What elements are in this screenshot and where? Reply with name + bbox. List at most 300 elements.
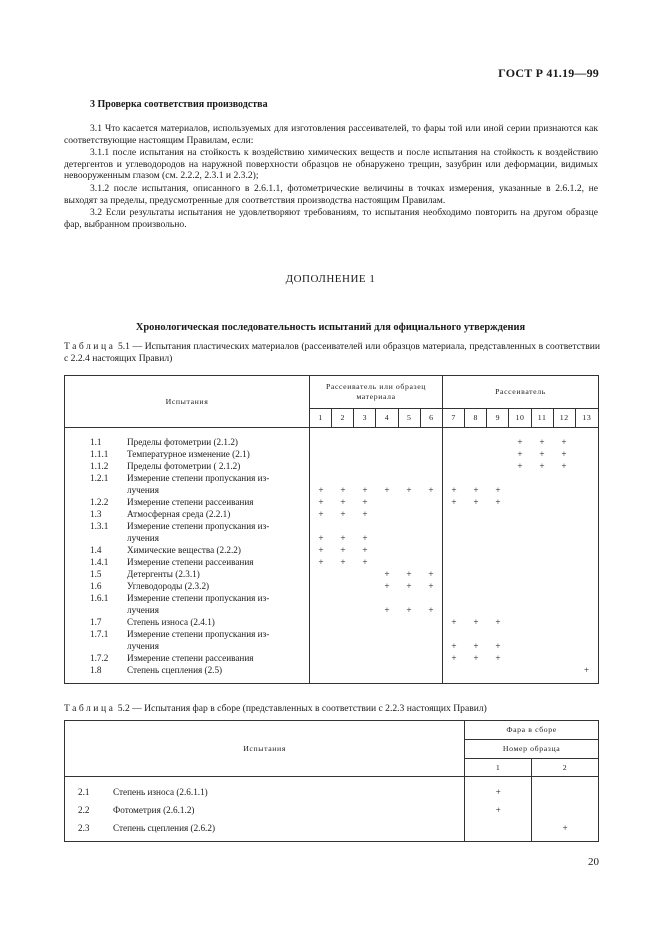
table1-mark — [575, 616, 598, 628]
table2-row-number: 2.3 — [78, 823, 90, 833]
page-number: 20 — [588, 856, 599, 868]
table1-mark — [332, 568, 354, 580]
table-5-1 — [64, 375, 599, 684]
table1-row-number: 1.3 — [90, 509, 102, 519]
table2-col1-body — [465, 777, 532, 842]
table1-mark — [376, 520, 398, 532]
table1-row-label: лучения — [127, 485, 159, 495]
table1-mark: + — [428, 581, 434, 591]
table1-mark — [487, 472, 509, 484]
table1-mark — [354, 460, 376, 472]
section-title: 3 Проверка соответствия производства — [90, 99, 268, 110]
table1-mark — [443, 604, 465, 616]
table2-row-number: 2.2 — [78, 805, 90, 815]
table2-mark — [532, 783, 598, 801]
table1-mark — [575, 604, 598, 616]
table1-mark — [487, 664, 509, 676]
table1-column-number: 6 — [420, 409, 442, 428]
table1-mark — [420, 652, 442, 664]
table1-marks-column — [420, 436, 442, 676]
chrono-title: Хронологическая последовательность испытаний для официального утверждения — [135, 322, 526, 333]
table1-mark — [398, 460, 420, 472]
table1-mark — [531, 484, 553, 496]
table1-mark — [420, 508, 442, 520]
table1-mark: + — [583, 665, 590, 675]
table2-header-sub: Номер образца — [465, 740, 599, 759]
table1-mark — [332, 520, 354, 532]
table1-mark: + — [362, 557, 368, 567]
table1-mark — [553, 580, 575, 592]
table1-mark — [332, 448, 354, 460]
table1-mark: + — [451, 497, 457, 507]
table1-mark — [487, 508, 509, 520]
table1-mark: + — [362, 533, 368, 543]
table1-mark — [332, 472, 354, 484]
table1-mark — [354, 628, 376, 640]
table1-row-number: 1.5 — [90, 569, 102, 579]
table1-mark: + — [473, 497, 479, 507]
paragraph-3-1: 3.1 Что касается материалов, используемых для изготовления рассеивателей, то фары той или иной серии признаются как соответствующие настоящим Правилам, если: — [64, 123, 598, 146]
table1-marks-column — [398, 436, 420, 676]
table1-header-tests: Испытания — [65, 376, 310, 428]
table1-column-number: 5 — [398, 409, 420, 428]
table2-row — [65, 783, 464, 801]
table1-mark — [310, 460, 332, 472]
table1-mark — [420, 592, 442, 604]
table1-mark — [354, 664, 376, 676]
table1-mark — [509, 616, 531, 628]
table1-row-label: лучения — [127, 641, 159, 651]
table1-mark — [465, 664, 487, 676]
table1-mark — [575, 520, 598, 532]
table1-mark — [509, 580, 531, 592]
table1-mark — [509, 484, 531, 496]
table1-mark — [509, 520, 531, 532]
table1-mark: + — [318, 557, 324, 567]
table1-mark — [487, 592, 509, 604]
table1-marks-column — [487, 436, 509, 676]
table1-mark: + — [340, 533, 346, 543]
table1-row — [65, 544, 309, 556]
table1-mark — [465, 568, 487, 580]
document-code: ГОСТ Р 41.19—99 — [498, 66, 599, 80]
table1-row — [65, 628, 309, 640]
table1-mark — [376, 556, 398, 568]
table1-mark — [487, 556, 509, 568]
table1-column-number: 13 — [575, 409, 598, 428]
table1-mark — [376, 508, 398, 520]
table1-mark — [575, 544, 598, 556]
table1-mark — [553, 568, 575, 580]
table1-mark — [332, 652, 354, 664]
table1-row — [65, 448, 309, 460]
table1-mark — [398, 616, 420, 628]
table1-row-label: лучения — [127, 533, 159, 543]
table1-mark — [531, 616, 553, 628]
table1-mark — [332, 616, 354, 628]
table1-column-number: 8 — [465, 409, 487, 428]
table1-mark — [575, 640, 598, 652]
table2-mark: + — [562, 823, 568, 833]
table1-mark — [420, 664, 442, 676]
table-5-2 — [64, 720, 599, 842]
table1-mark: + — [495, 641, 501, 651]
table1-mark: + — [561, 461, 567, 471]
table1-mark: + — [517, 461, 523, 471]
table1-mark: + — [451, 485, 457, 495]
table1-mark — [509, 664, 531, 676]
table1-mark: + — [495, 497, 501, 507]
table1-row-number: 1.2.2 — [90, 497, 109, 507]
table1-caption — [64, 341, 600, 364]
table1-row-label: Измерение степени пропускания из- — [127, 629, 270, 639]
table1-mark: + — [539, 449, 545, 459]
paragraph-3-1-2: 3.1.2 после испытания, описанного в 2.6.1.1, фотометрические величины в точках измерения, указанные в 2.6.1.2, не выходят за пределы, предусмотренные для соответствия производства настоящим Правилам. — [64, 183, 598, 206]
table1-mark: + — [340, 485, 346, 495]
table1-mark: + — [473, 641, 479, 651]
table2-mark: + — [495, 787, 501, 797]
table1-mark — [575, 532, 598, 544]
table1-mark — [531, 496, 553, 508]
table1-mark: + — [451, 653, 457, 663]
table1-labels-column — [65, 428, 310, 684]
table1-mark: + — [406, 605, 412, 615]
table1-column-number: 1 — [310, 409, 332, 428]
table1-mark — [354, 472, 376, 484]
table1-mark — [553, 592, 575, 604]
table1-mark: + — [340, 497, 346, 507]
table1-mark — [531, 628, 553, 640]
table1-mark — [509, 640, 531, 652]
table2-caption-label: Таблица — [64, 703, 116, 714]
table2-col2-body — [532, 777, 599, 842]
table1-mark — [443, 592, 465, 604]
table1-mark: + — [495, 653, 501, 663]
table1-row — [65, 472, 309, 484]
table1-mark — [509, 652, 531, 664]
table1-mark — [376, 640, 398, 652]
table1-mark — [420, 520, 442, 532]
table2-labels-column — [65, 777, 465, 842]
table1-mark — [465, 520, 487, 532]
table1-caption-label: Таблица — [64, 341, 116, 352]
table1-mark — [420, 556, 442, 568]
table1-row — [65, 484, 309, 496]
table1-mark — [531, 532, 553, 544]
table1-row-label: Детергенты (2.3.1) — [127, 569, 200, 579]
table1-mark — [553, 544, 575, 556]
table1-row-label: Атмосферная среда (2.2.1) — [127, 509, 231, 519]
table1-mark — [354, 652, 376, 664]
table1-mark — [487, 568, 509, 580]
table2-header-tests: Испытания — [65, 721, 465, 777]
table1-mark: + — [473, 485, 479, 495]
table1-column-number: 12 — [553, 409, 575, 428]
table1-mark — [465, 592, 487, 604]
table1-mark: + — [340, 545, 346, 555]
table1-mark — [575, 568, 598, 580]
table1-mark — [420, 460, 442, 472]
table1-mark — [332, 604, 354, 616]
table2-caption — [64, 703, 600, 715]
table1-mark — [487, 520, 509, 532]
table1-mark — [310, 568, 332, 580]
table1-row-label: Пределы фотометрии ( 2.1.2) — [127, 461, 241, 471]
table1-mark — [487, 544, 509, 556]
table1-mark — [398, 448, 420, 460]
table1-mark — [443, 628, 465, 640]
table1-mark — [509, 556, 531, 568]
table1-mark: + — [362, 545, 368, 555]
table2-caption-text: 5.2 — Испытания фар в сборе (представленных в соответствии с 2.2.3 настоящих Правил) — [117, 703, 487, 714]
table1-mark — [354, 520, 376, 532]
table1-mark — [310, 520, 332, 532]
table1-mark — [553, 520, 575, 532]
table1-mark: + — [384, 605, 390, 615]
table1-mark — [310, 604, 332, 616]
table1-mark — [465, 580, 487, 592]
table1-mark — [553, 496, 575, 508]
table1-mark — [310, 592, 332, 604]
table1-mark — [376, 652, 398, 664]
table1-mark — [575, 508, 598, 520]
table1-row-label: Измерение степени рассеивания — [127, 557, 254, 567]
table1-mark — [531, 640, 553, 652]
table1-mark — [420, 472, 442, 484]
table1-mark: + — [406, 485, 412, 495]
table2-mark — [465, 819, 531, 837]
table1-row — [65, 604, 309, 616]
table1-mark — [398, 532, 420, 544]
table1-mark: + — [318, 545, 324, 555]
table1-mark: + — [384, 485, 390, 495]
table1-mark — [354, 592, 376, 604]
table1-row — [65, 616, 309, 628]
table1-mark — [398, 652, 420, 664]
table1-mark — [310, 616, 332, 628]
table1-mark — [509, 544, 531, 556]
table1-mark — [531, 652, 553, 664]
table1-mark — [443, 556, 465, 568]
table1-mark — [487, 580, 509, 592]
table1-mark — [553, 508, 575, 520]
table1-row — [65, 640, 309, 652]
table1-column-number: 11 — [531, 409, 553, 428]
table1-mark — [443, 460, 465, 472]
table1-mark: + — [539, 437, 545, 447]
table1-mark — [310, 664, 332, 676]
table1-mark: + — [318, 497, 324, 507]
table1-row — [65, 664, 309, 676]
table1-group1-body — [310, 428, 443, 684]
table1-mark — [310, 628, 332, 640]
table1-marks-column — [443, 436, 465, 676]
table1-row-number: 1.4 — [90, 545, 102, 555]
table1-mark — [398, 664, 420, 676]
table1-row — [65, 568, 309, 580]
table1-row — [65, 508, 309, 520]
table1-mark — [376, 472, 398, 484]
table1-column-number: 9 — [487, 409, 509, 428]
table2-row — [65, 801, 464, 819]
table1-mark: + — [473, 653, 479, 663]
table1-mark — [398, 520, 420, 532]
table1-mark — [531, 544, 553, 556]
table1-mark — [553, 484, 575, 496]
table1-mark — [443, 472, 465, 484]
table1-row — [65, 556, 309, 568]
table2-row-label: Степень износа (2.6.1.1) — [113, 787, 208, 797]
table1-mark — [310, 580, 332, 592]
table1-mark — [487, 460, 509, 472]
table1-row — [65, 652, 309, 664]
table1-mark — [332, 436, 354, 448]
table1-row-number: 1.7.1 — [90, 629, 109, 639]
table1-mark — [465, 508, 487, 520]
table1-row — [65, 496, 309, 508]
table1-mark — [398, 496, 420, 508]
table1-mark — [575, 496, 598, 508]
table1-mark — [332, 628, 354, 640]
appendix-title: ДОПОЛНЕНИЕ 1 — [285, 273, 376, 285]
table1-mark — [420, 628, 442, 640]
table1-mark: + — [362, 485, 368, 495]
table1-row — [65, 532, 309, 544]
table1-mark — [443, 664, 465, 676]
table1-mark — [531, 520, 553, 532]
table1-mark — [376, 592, 398, 604]
table1-mark — [487, 448, 509, 460]
table1-mark — [531, 556, 553, 568]
table1-mark — [553, 532, 575, 544]
table2-row-label: Степень сцепления (2.6.2) — [113, 823, 215, 833]
table1-mark — [376, 448, 398, 460]
table1-mark — [465, 472, 487, 484]
table1-mark — [443, 448, 465, 460]
table1-mark — [531, 592, 553, 604]
table1-column-number: 4 — [376, 409, 398, 428]
table1-mark — [509, 568, 531, 580]
table1-row — [65, 520, 309, 532]
table1-mark — [465, 532, 487, 544]
table1-row-label: Измерение степени рассеивания — [127, 653, 254, 663]
table1-mark — [553, 616, 575, 628]
table1-marks-column — [553, 436, 575, 676]
table1-mark: + — [406, 581, 412, 591]
table1-mark: + — [561, 437, 567, 447]
table1-row-number: 1.7 — [90, 617, 102, 627]
table1-mark — [354, 436, 376, 448]
table1-mark — [465, 448, 487, 460]
table1-mark — [443, 532, 465, 544]
table1-mark — [509, 532, 531, 544]
table1-mark — [398, 544, 420, 556]
table1-mark: + — [495, 485, 501, 495]
paragraph-3-2: 3.2 Если результаты испытания не удовлетворяют требованиям, то испытания необходимо повторить на другом образце фар, выбранном произвольно. — [64, 207, 598, 230]
table1-marks-column — [354, 436, 376, 676]
table1-mark — [553, 604, 575, 616]
table1-mark — [575, 628, 598, 640]
table1-mark — [465, 460, 487, 472]
table1-mark — [509, 592, 531, 604]
table1-mark — [398, 628, 420, 640]
table1-mark — [420, 496, 442, 508]
table1-mark: + — [473, 617, 479, 627]
table1-row-label: Углеводороды (2.3.2) — [127, 581, 210, 591]
table1-row-label: Измерение степени пропускания из- — [127, 521, 270, 531]
table1-row-label: Химические вещества (2.2.2) — [127, 545, 241, 555]
table1-row-label: Измерение степени пропускания из- — [127, 593, 270, 603]
table1-marks-column — [310, 436, 332, 676]
table2-header-group: Фара в сборе — [465, 721, 599, 740]
table1-mark — [553, 628, 575, 640]
table1-mark: + — [318, 509, 324, 519]
table1-row-label: Степень сцепления (2.5) — [127, 665, 223, 675]
table1-mark — [553, 640, 575, 652]
table1-mark — [509, 472, 531, 484]
table2-mark: + — [495, 805, 501, 815]
table1-mark — [398, 508, 420, 520]
table1-mark — [354, 604, 376, 616]
table1-mark — [376, 628, 398, 640]
table1-mark — [575, 436, 598, 448]
table1-mark — [553, 556, 575, 568]
table1-mark — [575, 556, 598, 568]
table1-mark — [553, 472, 575, 484]
table1-mark: + — [495, 617, 501, 627]
table1-mark: + — [428, 569, 434, 579]
table2-column-number: 1 — [465, 759, 532, 777]
table1-row-label: лучения — [127, 605, 159, 615]
table1-mark — [575, 484, 598, 496]
table1-mark — [531, 604, 553, 616]
table1-row-number: 1.6 — [90, 581, 102, 591]
table1-mark — [420, 436, 442, 448]
table1-mark — [443, 544, 465, 556]
table1-mark — [310, 472, 332, 484]
table1-mark — [420, 532, 442, 544]
table1-row-number: 1.2.1 — [90, 473, 109, 483]
table1-mark — [332, 460, 354, 472]
table1-mark — [575, 652, 598, 664]
table1-mark — [575, 460, 598, 472]
table1-mark — [487, 628, 509, 640]
table1-column-number: 3 — [354, 409, 376, 428]
table1-row-label: Измерение степени рассеивания — [127, 497, 254, 507]
table1-mark: + — [517, 437, 523, 447]
table1-column-number: 10 — [509, 409, 531, 428]
table1-mark — [509, 508, 531, 520]
table1-mark — [332, 640, 354, 652]
table1-mark — [376, 532, 398, 544]
table1-mark — [575, 580, 598, 592]
table1-mark — [354, 616, 376, 628]
table1-row-label: Температурное изменение (2.1) — [127, 449, 250, 459]
table1-row — [65, 460, 309, 472]
table1-mark: + — [384, 569, 390, 579]
table1-mark — [465, 604, 487, 616]
table1-mark: + — [561, 449, 567, 459]
table1-mark — [575, 448, 598, 460]
table1-mark — [354, 580, 376, 592]
table1-mark — [443, 520, 465, 532]
table1-row-number: 1.7.2 — [90, 653, 109, 663]
table1-mark — [531, 580, 553, 592]
table1-mark — [398, 472, 420, 484]
table1-mark — [332, 592, 354, 604]
table1-row-number: 1.3.1 — [90, 521, 109, 531]
table1-mark — [420, 616, 442, 628]
